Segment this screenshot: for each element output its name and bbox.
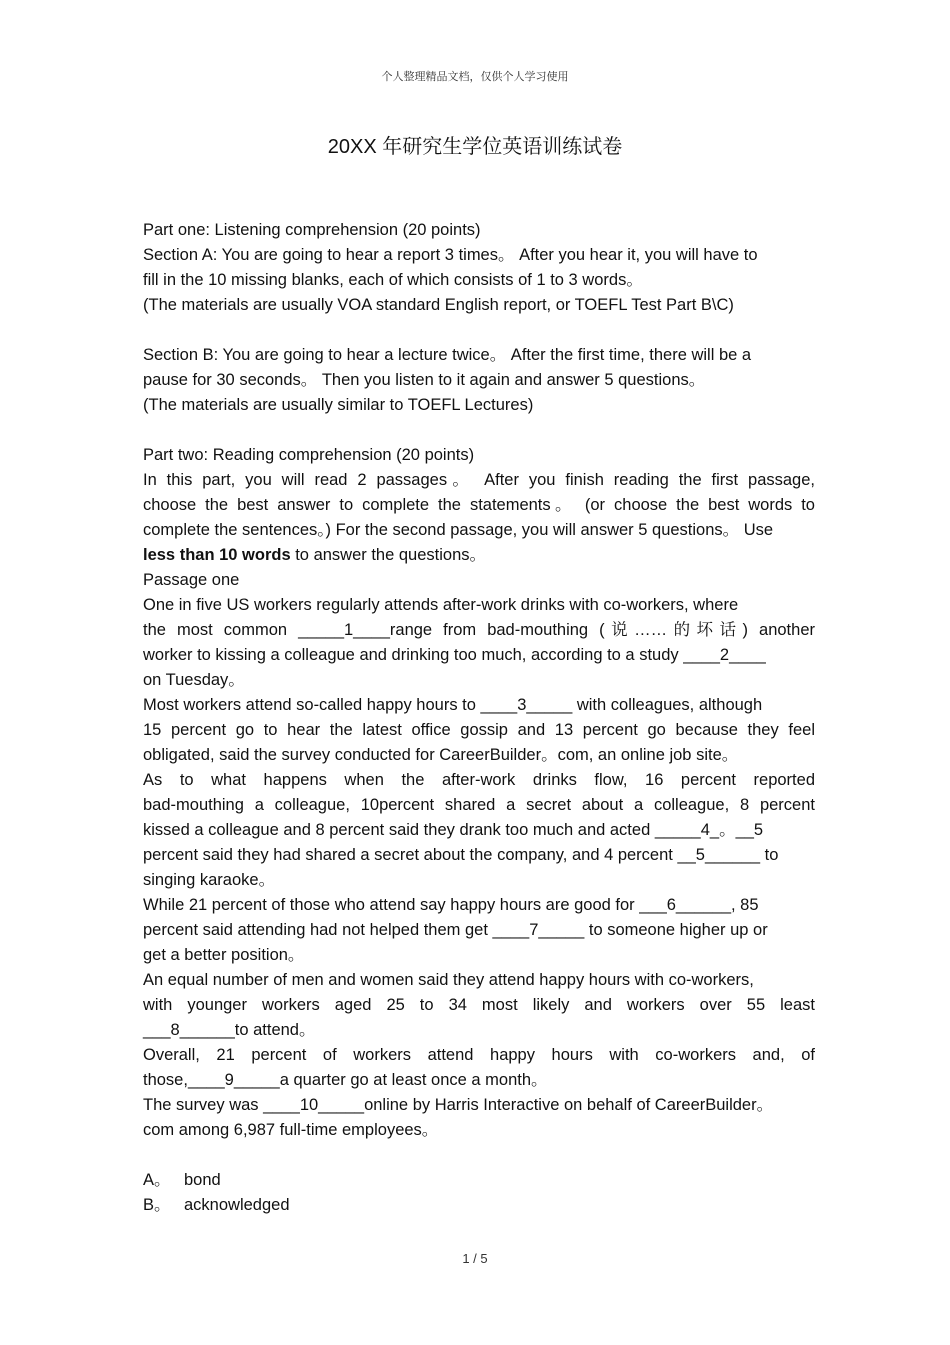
intro-line: choose the best answer to complete the statements。 (or choose the best words to [143, 496, 815, 514]
passage-line: percent said attending had not helped them get ____7_____ to someone higher up or [143, 921, 768, 939]
passage-line: worker to kissing a colleague and drinking too much, according to a study ____2____ [143, 646, 766, 664]
option-item [143, 1168, 815, 1193]
passage-line: bad-mouthing a colleague, 10percent shared a secret about a colleague, 8 percent [143, 796, 815, 814]
passage-line: get a better position。 [143, 946, 305, 964]
section-a-line: Section A: You are going to hear a report 3 times。 After you hear it, you will have to [143, 246, 758, 264]
section-a-line: (The materials are usually VOA standard English report, or TOEFL Test Part B\C) [143, 296, 734, 314]
intro-line [143, 543, 815, 568]
passage-line: While 21 percent of those who attend say happy hours are good for ___6______, 85 [143, 896, 759, 914]
passage-line: those,____9_____a quarter go at least once a month。 [143, 1071, 548, 1089]
document-body [143, 218, 815, 1218]
option-text: acknowledged [184, 1196, 290, 1214]
passage-line: As to what happens when the after-work drinks flow, 16 percent reported [143, 771, 815, 789]
passage-line: the most common _____1____range from bad-mouthing (说……的坏话) another [143, 621, 815, 639]
option-text: bond [184, 1171, 221, 1189]
passage-line: com among 6,987 full-time employees。 [143, 1121, 439, 1139]
passage-line: 15 percent go to hear the latest office gossip and 13 percent go because they feel [143, 721, 815, 739]
intro-tail: to answer the questions。 [290, 546, 486, 564]
passage-title: Passage one [143, 571, 240, 589]
passage-line: An equal number of men and women said they attend happy hours with co-workers, [143, 971, 754, 989]
passage-line: percent said they had shared a secret about the company, and 4 percent __5______ to [143, 846, 779, 864]
passage-line: Overall, 21 percent of workers attend happy hours with co-workers and, of [143, 1046, 815, 1064]
section-a-line: fill in the 10 missing blanks, each of which consists of 1 to 3 words。 [143, 271, 643, 289]
passage-line: with younger workers aged 25 to 34 most likely and workers over 55 least [143, 996, 815, 1014]
intro-line: In this part, you will read 2 passages。 After you finish reading the first passage, [143, 471, 815, 489]
page-number: 1 / 5 [462, 1251, 488, 1266]
section-b-line: pause for 30 seconds。 Then you listen to it again and answer 5 questions。 [143, 371, 706, 389]
option-letter: B。 [143, 1196, 171, 1214]
option-item [143, 1193, 815, 1218]
part-two-heading: Part two: Reading comprehension (20 points) [143, 446, 475, 464]
passage-line: Most workers attend so-called happy hours to ____3_____ with colleagues, although [143, 696, 763, 714]
passage-line: singing karaoke。 [143, 871, 276, 889]
passage-line: ___8______to attend。 [143, 1021, 316, 1039]
passage-line: obligated, said the survey conducted for CareerBuilder。com, an online job site。 [143, 746, 739, 764]
intro-emphasis: less than 10 words [143, 546, 291, 564]
page-header: 个人整理精品文档，仅供个人学习使用 [381, 71, 569, 83]
passage-line: The survey was ____10_____online by Harris Interactive on behalf of CareerBuilder。 [143, 1096, 774, 1114]
section-b-line: Section B: You are going to hear a lecture twice。 After the first time, there will be a [143, 346, 752, 364]
passage-line: kissed a colleague and 8 percent said they drank too much and acted _____4_。__5 [143, 821, 764, 839]
option-letter: A。 [143, 1171, 171, 1189]
intro-line: complete the sentences。) For the second passage, you will answer 5 questions。 Use [143, 521, 774, 539]
document-title: 20XX 年研究生学位英语训练试卷 [327, 136, 623, 158]
passage-line: One in five US workers regularly attends after-work drinks with co-workers, where [143, 596, 739, 614]
section-b-line: (The materials are usually similar to TOEFL Lectures) [143, 396, 534, 414]
passage-line: on Tuesday。 [143, 671, 245, 689]
part-one-heading: Part one: Listening comprehension (20 points) [143, 221, 481, 239]
